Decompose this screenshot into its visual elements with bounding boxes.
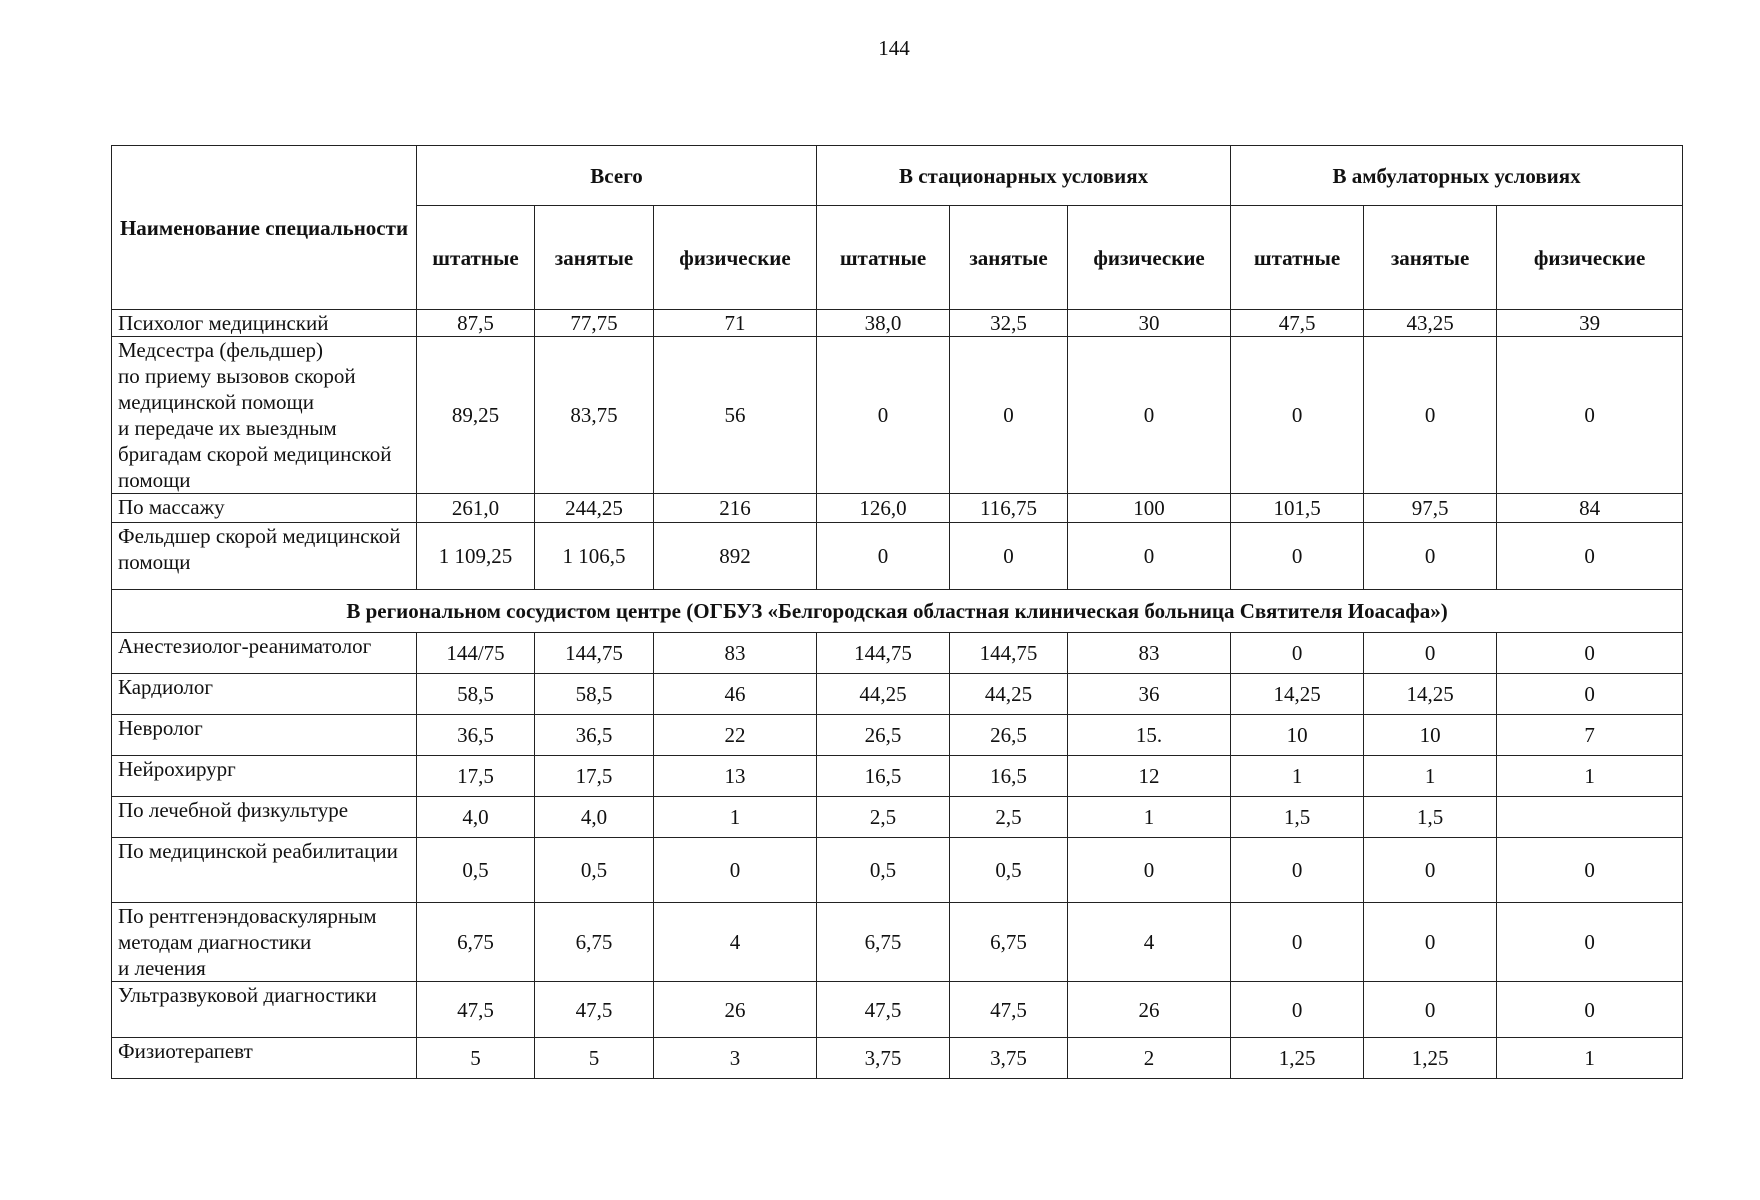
table-row bbox=[112, 310, 1683, 337]
value-cell: 0 bbox=[1497, 982, 1683, 1038]
value-cell: 1 bbox=[1068, 797, 1231, 838]
table-row bbox=[112, 674, 1683, 715]
specialty-name: По медицинской реабилитации bbox=[112, 838, 417, 903]
table-row bbox=[112, 633, 1683, 674]
value-cell: 10 bbox=[1231, 715, 1364, 756]
value-cell: 4,0 bbox=[535, 797, 654, 838]
specialty-name: Невролог bbox=[112, 715, 417, 756]
value-cell: 0 bbox=[1497, 523, 1683, 590]
header-sub-occupied: занятые bbox=[1364, 206, 1497, 310]
value-cell: 0,5 bbox=[817, 838, 950, 903]
table-row bbox=[112, 982, 1683, 1038]
value-cell: 97,5 bbox=[1364, 494, 1497, 523]
value-cell: 0 bbox=[654, 838, 817, 903]
value-cell: 30 bbox=[1068, 310, 1231, 337]
value-cell: 5 bbox=[535, 1038, 654, 1079]
value-cell: 56 bbox=[654, 337, 817, 494]
value-cell: 0 bbox=[1364, 903, 1497, 982]
value-cell: 0 bbox=[1497, 674, 1683, 715]
value-cell: 126,0 bbox=[817, 494, 950, 523]
value-cell: 144,75 bbox=[950, 633, 1068, 674]
value-cell: 101,5 bbox=[1231, 494, 1364, 523]
value-cell: 3 bbox=[654, 1038, 817, 1079]
table-body-top bbox=[112, 310, 1683, 590]
value-cell: 83 bbox=[654, 633, 817, 674]
value-cell: 2 bbox=[1068, 1038, 1231, 1079]
value-cell: 10 bbox=[1364, 715, 1497, 756]
value-cell: 0 bbox=[1364, 523, 1497, 590]
value-cell: 1 bbox=[1497, 1038, 1683, 1079]
value-cell: 77,75 bbox=[535, 310, 654, 337]
specialty-name: Ультразвуковой диагностики bbox=[112, 982, 417, 1038]
value-cell: 0,5 bbox=[535, 838, 654, 903]
header-sub-physical: физические bbox=[1497, 206, 1683, 310]
value-cell: 100 bbox=[1068, 494, 1231, 523]
header-sub-staff: штатные bbox=[817, 206, 950, 310]
value-cell: 4 bbox=[1068, 903, 1231, 982]
value-cell: 26,5 bbox=[817, 715, 950, 756]
specialty-name: По массажу bbox=[112, 494, 417, 523]
value-cell: 0 bbox=[817, 337, 950, 494]
value-cell: 47,5 bbox=[417, 982, 535, 1038]
value-cell: 6,75 bbox=[417, 903, 535, 982]
value-cell: 0 bbox=[1068, 337, 1231, 494]
value-cell: 216 bbox=[654, 494, 817, 523]
value-cell: 14,25 bbox=[1364, 674, 1497, 715]
value-cell: 0 bbox=[1068, 838, 1231, 903]
value-cell: 36 bbox=[1068, 674, 1231, 715]
value-cell bbox=[1497, 797, 1683, 838]
value-cell: 1 109,25 bbox=[417, 523, 535, 590]
value-cell: 32,5 bbox=[950, 310, 1068, 337]
value-cell: 3,75 bbox=[950, 1038, 1068, 1079]
specialty-name: Фельдшер скорой медицинской помощи bbox=[112, 523, 417, 590]
value-cell: 0 bbox=[950, 337, 1068, 494]
value-cell: 6,75 bbox=[950, 903, 1068, 982]
header-sub-physical: физические bbox=[1068, 206, 1231, 310]
value-cell: 6,75 bbox=[535, 903, 654, 982]
value-cell: 16,5 bbox=[950, 756, 1068, 797]
header-sub-staff: штатные bbox=[417, 206, 535, 310]
value-cell: 47,5 bbox=[950, 982, 1068, 1038]
header-group-inpatient: В стационарных условиях bbox=[817, 146, 1231, 206]
value-cell: 0 bbox=[1497, 633, 1683, 674]
value-cell: 44,25 bbox=[950, 674, 1068, 715]
value-cell: 3,75 bbox=[817, 1038, 950, 1079]
value-cell: 39 bbox=[1497, 310, 1683, 337]
value-cell: 26,5 bbox=[950, 715, 1068, 756]
value-cell: 26 bbox=[1068, 982, 1231, 1038]
value-cell: 0 bbox=[1068, 523, 1231, 590]
value-cell: 0 bbox=[1364, 337, 1497, 494]
specialty-name: По лечебной физкультуре bbox=[112, 797, 417, 838]
value-cell: 26 bbox=[654, 982, 817, 1038]
value-cell: 0,5 bbox=[950, 838, 1068, 903]
value-cell: 244,25 bbox=[535, 494, 654, 523]
value-cell: 12 bbox=[1068, 756, 1231, 797]
value-cell: 1 bbox=[1231, 756, 1364, 797]
value-cell: 0 bbox=[817, 523, 950, 590]
value-cell: 144,75 bbox=[817, 633, 950, 674]
value-cell: 1,25 bbox=[1231, 1038, 1364, 1079]
value-cell: 58,5 bbox=[417, 674, 535, 715]
header-group-total: Всего bbox=[417, 146, 817, 206]
section-title: В региональном сосудистом центре (ОГБУЗ «Белгородская областная клиническая больница Святителя Иоасафа») bbox=[112, 590, 1683, 633]
value-cell: 0 bbox=[1364, 838, 1497, 903]
value-cell: 47,5 bbox=[1231, 310, 1364, 337]
table-row bbox=[112, 756, 1683, 797]
value-cell: 1 106,5 bbox=[535, 523, 654, 590]
value-cell: 71 bbox=[654, 310, 817, 337]
table-row bbox=[112, 523, 1683, 590]
section-header bbox=[112, 590, 1683, 633]
value-cell: 116,75 bbox=[950, 494, 1068, 523]
value-cell: 16,5 bbox=[817, 756, 950, 797]
value-cell: 47,5 bbox=[817, 982, 950, 1038]
table-row bbox=[112, 494, 1683, 523]
value-cell: 0 bbox=[1231, 523, 1364, 590]
value-cell: 5 bbox=[417, 1038, 535, 1079]
value-cell: 36,5 bbox=[417, 715, 535, 756]
specialty-name: Нейрохирург bbox=[112, 756, 417, 797]
value-cell: 84 bbox=[1497, 494, 1683, 523]
value-cell: 47,5 bbox=[535, 982, 654, 1038]
value-cell: 22 bbox=[654, 715, 817, 756]
table-row bbox=[112, 903, 1683, 982]
value-cell: 0 bbox=[1231, 903, 1364, 982]
value-cell: 4,0 bbox=[417, 797, 535, 838]
page-number: 144 bbox=[878, 36, 910, 60]
value-cell: 0 bbox=[1364, 633, 1497, 674]
value-cell: 144/75 bbox=[417, 633, 535, 674]
specialty-name: Физиотерапевт bbox=[112, 1038, 417, 1079]
table-body-section bbox=[112, 633, 1683, 1079]
value-cell: 89,25 bbox=[417, 337, 535, 494]
value-cell: 0 bbox=[1497, 838, 1683, 903]
value-cell: 0 bbox=[1231, 982, 1364, 1038]
value-cell: 2,5 bbox=[817, 797, 950, 838]
value-cell: 13 bbox=[654, 756, 817, 797]
value-cell: 144,75 bbox=[535, 633, 654, 674]
value-cell: 0 bbox=[1231, 337, 1364, 494]
value-cell: 0 bbox=[1497, 903, 1683, 982]
value-cell: 15. bbox=[1068, 715, 1231, 756]
value-cell: 17,5 bbox=[417, 756, 535, 797]
value-cell: 7 bbox=[1497, 715, 1683, 756]
value-cell: 0,5 bbox=[417, 838, 535, 903]
value-cell: 4 bbox=[654, 903, 817, 982]
value-cell: 0 bbox=[1497, 337, 1683, 494]
value-cell: 14,25 bbox=[1231, 674, 1364, 715]
table-row bbox=[112, 1038, 1683, 1079]
value-cell: 1,25 bbox=[1364, 1038, 1497, 1079]
value-cell: 1 bbox=[654, 797, 817, 838]
value-cell: 1,5 bbox=[1364, 797, 1497, 838]
specialty-name: Медсестра (фельдшер) по приему вызовов скорой медицинской помощи и передаче их выездным бригадам скорой медицинской помощи bbox=[112, 337, 417, 494]
value-cell: 44,25 bbox=[817, 674, 950, 715]
table-row bbox=[112, 838, 1683, 903]
value-cell: 36,5 bbox=[535, 715, 654, 756]
table-row bbox=[112, 337, 1683, 494]
value-cell: 43,25 bbox=[1364, 310, 1497, 337]
value-cell: 58,5 bbox=[535, 674, 654, 715]
value-cell: 83 bbox=[1068, 633, 1231, 674]
value-cell: 261,0 bbox=[417, 494, 535, 523]
value-cell: 0 bbox=[1231, 633, 1364, 674]
value-cell: 87,5 bbox=[417, 310, 535, 337]
value-cell: 0 bbox=[1364, 982, 1497, 1038]
header-sub-occupied: занятые bbox=[950, 206, 1068, 310]
value-cell: 892 bbox=[654, 523, 817, 590]
table-row bbox=[112, 715, 1683, 756]
specialty-name: Кардиолог bbox=[112, 674, 417, 715]
value-cell: 38,0 bbox=[817, 310, 950, 337]
value-cell: 1,5 bbox=[1231, 797, 1364, 838]
header-specialty: Наименование специальности bbox=[112, 146, 417, 310]
value-cell: 0 bbox=[950, 523, 1068, 590]
value-cell: 1 bbox=[1364, 756, 1497, 797]
header-group-outpatient: В амбулаторных условиях bbox=[1231, 146, 1683, 206]
specialty-name: Анестезиолог-реаниматолог bbox=[112, 633, 417, 674]
specialty-name: Психолог медицинский bbox=[112, 310, 417, 337]
value-cell: 46 bbox=[654, 674, 817, 715]
value-cell: 83,75 bbox=[535, 337, 654, 494]
header-sub-occupied: занятые bbox=[535, 206, 654, 310]
value-cell: 6,75 bbox=[817, 903, 950, 982]
staffing-table bbox=[111, 145, 1683, 1079]
value-cell: 17,5 bbox=[535, 756, 654, 797]
header-sub-physical: физические bbox=[654, 206, 817, 310]
value-cell: 1 bbox=[1497, 756, 1683, 797]
value-cell: 2,5 bbox=[950, 797, 1068, 838]
value-cell: 0 bbox=[1231, 838, 1364, 903]
header-sub-staff: штатные bbox=[1231, 206, 1364, 310]
table-row bbox=[112, 797, 1683, 838]
specialty-name: По рентгенэндоваскулярным методам диагностики и лечения bbox=[112, 903, 417, 982]
